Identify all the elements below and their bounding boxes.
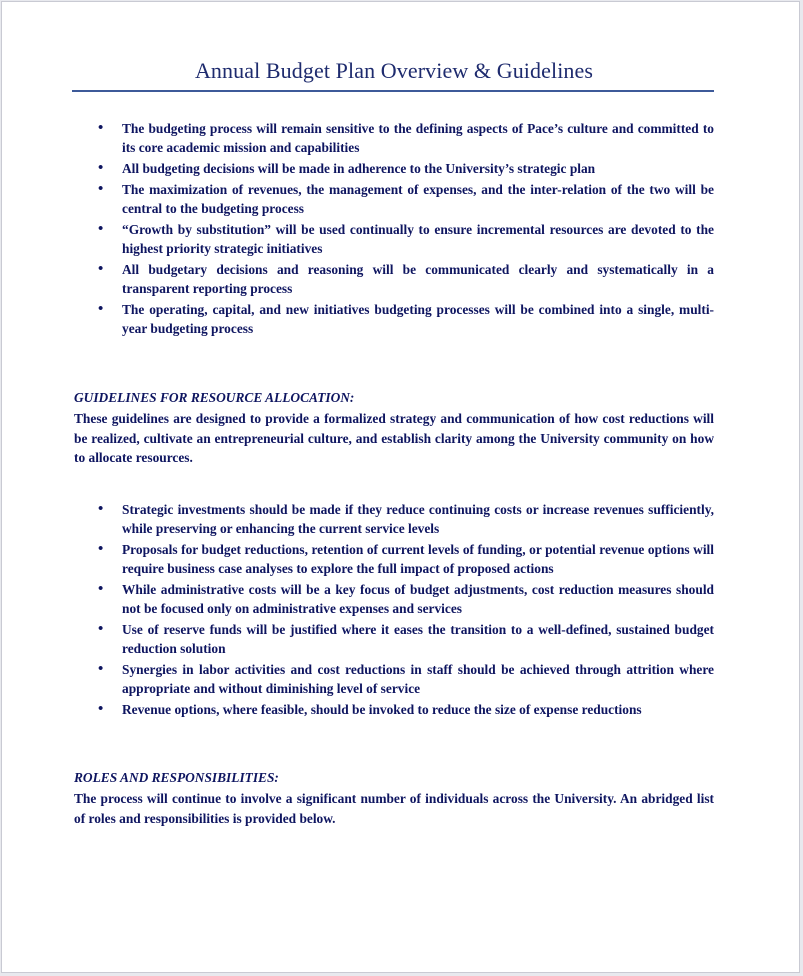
roles-section <box>74 768 714 828</box>
intro-bullet-5: • All budgetary decisions and reasoning will be communicated clearly and systematically in a transparent reporting process <box>74 260 714 298</box>
roles-paragraph: The process will continue to involve a significant number of individuals across the University. An abridged list of roles and responsibilities is provided below. <box>74 791 714 826</box>
resource-bullet-6: • Revenue options, where feasible, should be invoked to reduce the size of expense reductions <box>74 700 714 719</box>
resource-allocation-section <box>74 388 714 468</box>
resource-bullet-4: • Use of reserve funds will be justified where it eases the transition to a well-defined, sustained budget reduction solution <box>74 620 714 658</box>
resource-bullet-5: • Synergies in labor activities and cost reductions in staff should be achieved through attrition where appropriate and without diminishing level of service <box>74 660 714 698</box>
title-divider <box>72 90 714 92</box>
intro-bullet-6: • The operating, capital, and new initiatives budgeting processes will be combined into a single, multi-year budgeting process <box>74 300 714 338</box>
resource-allocation-heading: GUIDELINES FOR RESOURCE ALLOCATION: <box>74 390 355 405</box>
intro-bullet-2: • All budgeting decisions will be made in adherence to the University’s strategic plan <box>74 159 714 178</box>
intro-bullet-4: • “Growth by substitution” will be used continually to ensure incremental resources are devoted to the highest priority strategic initiatives <box>74 220 714 258</box>
intro-bullet-1: • The budgeting process will remain sensitive to the defining aspects of Pace’s culture and committed to its core academic mission and capabilities <box>74 119 714 157</box>
resource-bullet-1: • Strategic investments should be made if they reduce continuing costs or increase revenues sufficiently, while preserving or enhancing the current service levels <box>74 500 714 538</box>
document-title: Annual Budget Plan Overview & Guidelines <box>194 58 594 83</box>
resource-bullet-3: • While administrative costs will be a key focus of budget adjustments, cost reduction measures should not be focused only on administrative expenses and services <box>74 580 714 618</box>
intro-bullet-list <box>74 119 714 340</box>
document-page <box>1 1 800 973</box>
roles-heading: ROLES AND RESPONSIBILITIES: <box>74 770 279 785</box>
resource-allocation-paragraph: These guidelines are designed to provide a formalized strategy and communication of how cost reductions will be realized, cultivate an entrepreneurial culture, and establish clarity among the University community on how to allocate resources. <box>74 411 714 466</box>
resource-bullet-2: • Proposals for budget reductions, retention of current levels of funding, or potential revenue options will require business case analyses to explore the full impact of proposed actions <box>74 540 714 578</box>
intro-bullet-3: • The maximization of revenues, the management of expenses, and the inter-relation of the two will be central to the budgeting process <box>74 180 714 218</box>
resource-bullet-list <box>74 500 714 721</box>
